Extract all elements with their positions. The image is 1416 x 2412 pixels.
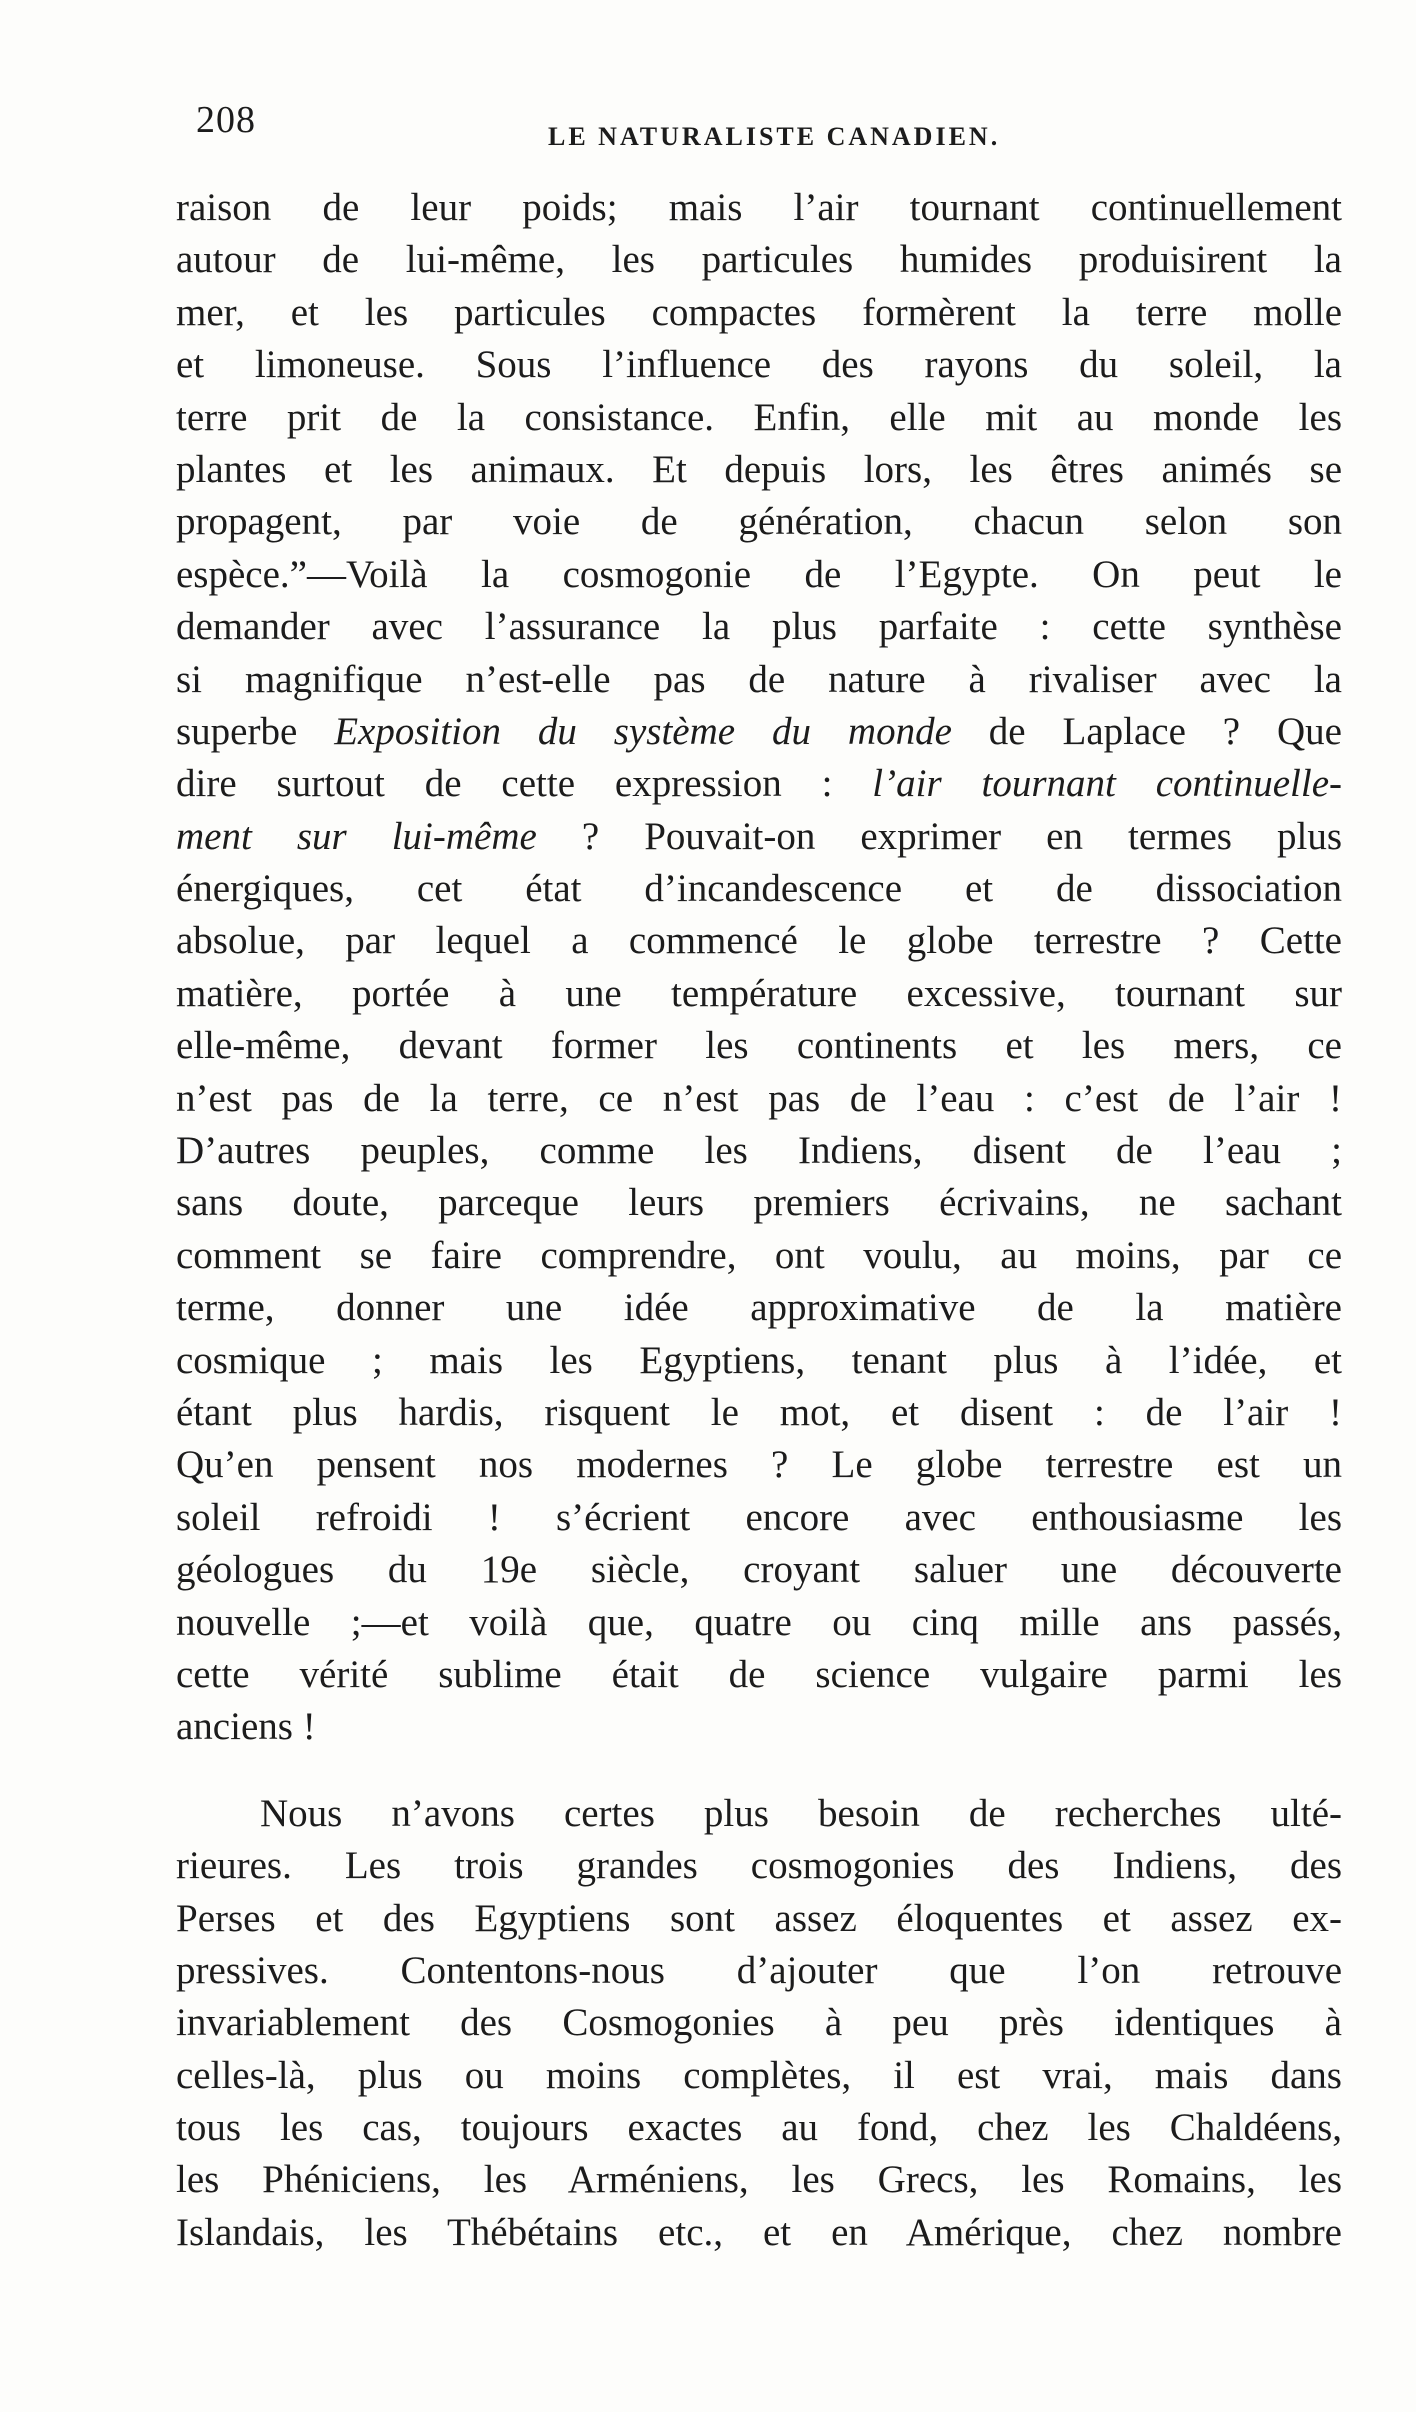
journal-title: LE NATURALISTE CANADIEN.	[548, 122, 1001, 151]
text-line: les Phéniciens, les Arméniens, les Grecs, les Romains, les	[176, 2158, 1342, 2202]
paragraph-1	[176, 182, 1342, 1754]
text-line	[176, 758, 1342, 810]
text-line: nouvelle ;—et voilà que, quatre ou cinq mille ans passés,	[176, 1600, 1342, 1644]
text-line: espèce.”—Voilà la cosmogonie de l’Egypte. On peut le	[176, 552, 1342, 596]
text-line: cette vérité sublime était de science vulgaire parmi les	[176, 1652, 1342, 1696]
text-line: Qu’en pensent nos modernes ? Le globe terrestre est un	[176, 1443, 1342, 1487]
text-line: rieures. Les trois grandes cosmogonies des Indiens, des	[176, 1844, 1342, 1888]
text-line: pressives. Contentons-nous d’ajouter que l’on retrouve	[176, 1948, 1342, 1992]
paragraph-gap	[176, 1754, 1342, 1788]
text-line: Islandais, les Thébétains etc., et en Amérique, chez nombre	[176, 2210, 1342, 2254]
text-line: sans doute, parceque leurs premiers écrivains, ne sachant	[176, 1181, 1342, 1225]
text-line: demander avec l’assurance la plus parfaite : cette synthèse	[176, 605, 1342, 649]
text-line: plantes et les animaux. Et depuis lors, les êtres animés se	[176, 447, 1342, 491]
running-head	[196, 98, 1336, 158]
text-line: si magnifique n’est-elle pas de nature à rivaliser avec la	[176, 657, 1342, 701]
text-line: tous les cas, toujours exactes au fond, chez les Chaldéens,	[176, 2106, 1342, 2150]
text-line: Nous n’avons certes plus besoin de recherches ulté-	[260, 1791, 1342, 1835]
text-line: autour de lui-même, les particules humides produisirent la	[176, 238, 1342, 282]
text-line: énergiques, cet état d’incandescence et de dissociation	[176, 867, 1342, 911]
page-number: 208	[196, 99, 256, 141]
text-run: dire surtout de cette expression :	[176, 762, 873, 806]
text-line: terme, donner une idée approximative de la matière	[176, 1286, 1342, 1330]
italic-quote: ment sur lui-même	[176, 814, 537, 858]
text-line: elle-même, devant former les continents et les mers, ce	[176, 1024, 1342, 1068]
body-text	[176, 182, 1342, 2259]
text-line: anciens !	[176, 1705, 316, 1749]
text-line: Perses et des Egyptiens sont assez éloquentes et assez ex-	[176, 1896, 1342, 1940]
text-line: raison de leur poids; mais l’air tournant continuellement	[176, 186, 1342, 229]
text-run: superbe	[176, 709, 335, 753]
paragraph-2	[176, 1788, 1342, 2260]
text-line: cosmique ; mais les Egyptiens, tenant plus à l’idée, et	[176, 1338, 1342, 1382]
text-line: D’autres peuples, comme les Indiens, disent de l’eau ;	[176, 1129, 1342, 1173]
text-line: absolue, par lequel a commencé le globe terrestre ? Cette	[176, 919, 1342, 963]
text-line: celles-là, plus ou moins complètes, il est vrai, mais dans	[176, 2053, 1342, 2097]
text-line	[176, 706, 1342, 758]
text-line: n’est pas de la terre, ce n’est pas de l’eau : c’est de l’air !	[176, 1076, 1342, 1120]
text-run: ? Pouvait-on exprimer en termes plus	[536, 814, 1342, 858]
text-line	[176, 811, 1342, 863]
text-line: soleil refroidi ! s’écrient encore avec enthousiasme les	[176, 1495, 1342, 1539]
text-line: et limoneuse. Sous l’influence des rayons du soleil, la	[176, 343, 1342, 387]
italic-quote: l’air tournant continuelle-	[872, 762, 1342, 806]
text-run: de Laplace ? Que	[951, 709, 1342, 753]
text-line: géologues du 19e siècle, croyant saluer une découverte	[176, 1548, 1342, 1592]
text-line: mer, et les particules compactes formèrent la terre molle	[176, 290, 1342, 334]
text-line: étant plus hardis, risquent le mot, et disent : de l’air !	[176, 1390, 1342, 1434]
text-line: terre prit de la consistance. Enfin, elle mit au monde les	[176, 395, 1342, 439]
text-line: matière, portée à une température excessive, tournant sur	[176, 971, 1342, 1015]
text-line: comment se faire comprendre, ont voulu, au moins, par ce	[176, 1233, 1342, 1277]
text-line: propagent, par voie de génération, chacun selon son	[176, 500, 1342, 544]
text-line: invariablement des Cosmogonies à peu près identiques à	[176, 2001, 1342, 2045]
italic-title: Exposition du système du monde	[334, 709, 952, 753]
